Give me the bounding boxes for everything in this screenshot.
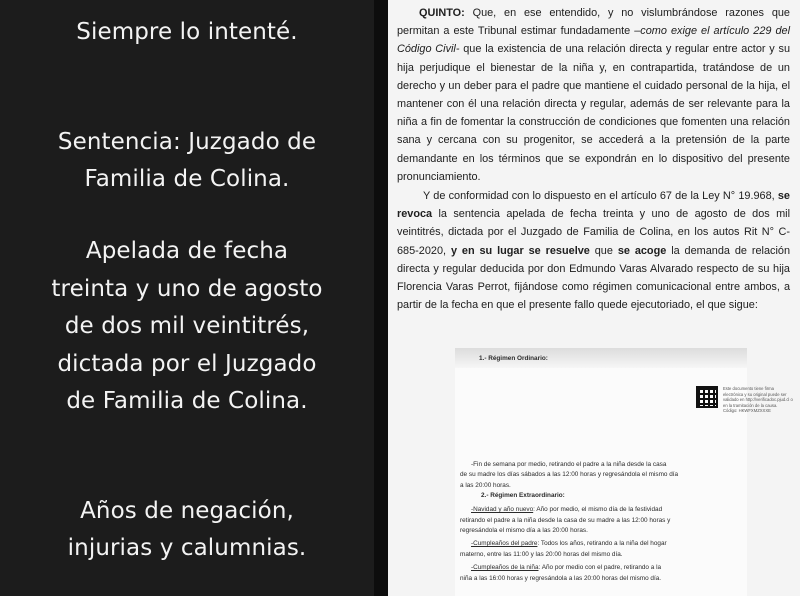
underlined-label: -Navidad y año nuevo <box>471 506 534 513</box>
caption-line: Apelada de fecha <box>85 238 289 264</box>
paragraph-text: que <box>589 244 618 257</box>
schedule-line: -Fin de semana por medio, retirando el padre a la niña desde la casa <box>471 461 667 468</box>
regimen-ordinario-heading: 1.- Régimen Ordinario: <box>479 355 548 362</box>
schedule-line <box>471 563 661 574</box>
caption-line: de Familia de Colina. <box>66 388 308 414</box>
legal-citation: –como exige el artículo 229 del Código Civil- <box>397 25 790 56</box>
caption-line: Sentencia: Juzgado de <box>57 129 317 155</box>
bold-text: se revoca <box>397 190 790 221</box>
caption-line: Años de negación, <box>80 498 294 524</box>
caption-line: Siempre lo intenté. <box>76 19 298 45</box>
underlined-label: -Cumpleaños de la niña <box>471 564 539 571</box>
schedule-text: : Año por medio con el padre, retirando a la <box>538 564 662 571</box>
story-left-panel <box>0 0 374 596</box>
schedule-text: : Año por medio, el mismo día de la festividad <box>533 506 663 513</box>
caption-line: injurias y calumnias. <box>67 535 307 561</box>
schedule-line <box>471 539 667 550</box>
schedule-line: materno, entre las 11:00 y las 20:00 horas del mismo día. <box>460 551 623 558</box>
schedule-line: de su madre los días sábados a las 12:00 horas y regresándola el mismo día <box>460 471 679 478</box>
paragraph-quinto <box>397 4 790 186</box>
schedule-line: niña a las 16:00 horas y regresándola a las 20:00 horas del mismo día. <box>460 575 662 582</box>
schedule-line: regresándola el mismo día a las 20:00 horas. <box>460 527 588 534</box>
paragraph-text: la demanda de relación directa y regular deducida por don Edmundo Varas Alvarado respecto de su hija Florencia Varas Perrot, fijándose como régimen comunicacional entre ambos, a partir de la fecha en que el presente fallo quede ejecutoriado, el que sigue: <box>397 244 791 312</box>
underlined-label: -Cumpleaños del padre <box>471 540 538 547</box>
qr-code-icon <box>696 386 718 408</box>
schedule-line <box>471 505 662 516</box>
document-excerpt-image <box>455 348 793 596</box>
caption-line: Familia de Colina. <box>84 166 290 192</box>
bold-text: y en su lugar se resuelve <box>450 244 590 257</box>
paragraph-text: que la existencia de una relación directa y regular entre actor y su hija perjudique el bienestar de la niña y, en contrapartida, tratándose de un derecho y un deber para el padre que mantiene el cuidado personal de la hija, el mantener con él una relación directa y regular, además de ser relevante para la niña a fin de fomentar la construcción de condiciones que fomenten una relación sana y cercana con su progenitor, se accederá a la pretensión de la parte demandante en los términos que se expondrán en lo dispositivo del presente pronunciamiento. <box>397 43 790 183</box>
regimen-extra-heading: 2.- Régimen Extraordinario: <box>481 492 565 499</box>
paragraph-text: la sentencia apelada de fecha treinta y uno de agosto de dos mil veintitrés, dictada por el Juzgado de Familia de Colina, en los autos Rit N° C-685-2020, <box>397 208 790 257</box>
verification-note: Este documento tiene firma electrónica y su original puede ser validado en http://verificadoc.pjud.cl o en la tramitación de la causa. Código: HKWFXMZXXXE <box>723 386 793 414</box>
schedule-line: retirando el padre a la niña desde la casa de su madre a las 12:00 horas y <box>460 517 671 524</box>
court-document <box>388 0 800 596</box>
paragraph-resolution <box>397 187 790 314</box>
paragraph-text: Que, en ese entendido, y no vislumbrándose razones que permitan a este Tribunal estimar fundadamente <box>397 7 790 38</box>
caption-line: dictada por el Juzgado <box>57 351 317 377</box>
caption-line: de dos mil veintitrés, <box>64 313 310 339</box>
panel-divider <box>374 0 388 596</box>
schedule-line: a las 20:00 horas. <box>460 482 511 489</box>
paragraph-text: Y de conformidad con lo dispuesto en el artículo 67 de la Ley N° 19.968, <box>423 190 778 202</box>
caption-line: treinta y uno de agosto <box>51 276 323 302</box>
schedule-text: : Todos los años, retirando a la niña del hogar <box>537 540 667 547</box>
bold-text: se acoge <box>617 244 667 257</box>
paragraph-heading: QUINTO: <box>419 7 465 19</box>
